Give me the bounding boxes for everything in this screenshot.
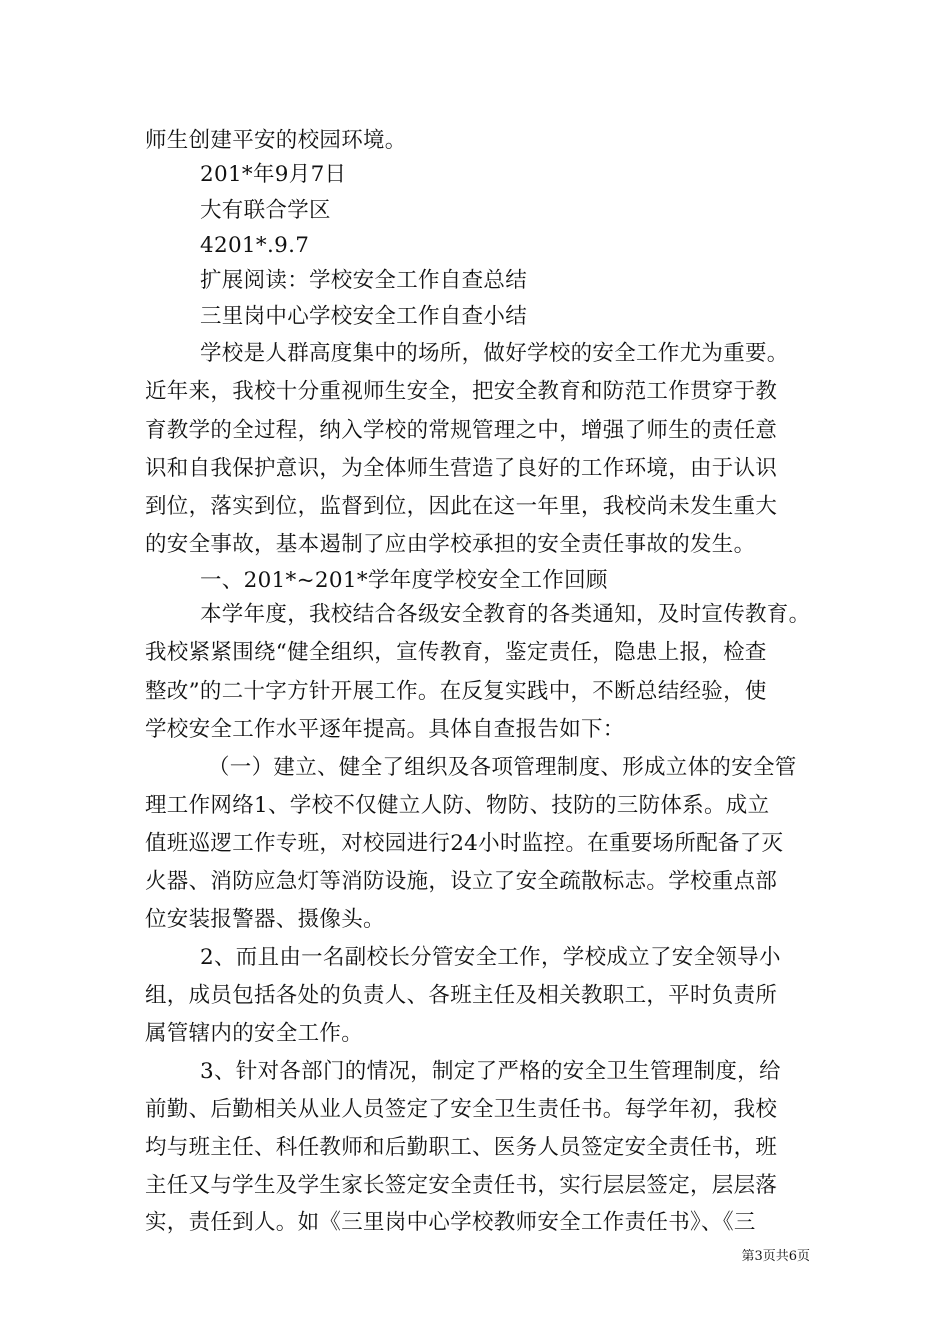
body-line: 理工作网络1、学校不仅健立人防、物防、技防的三防体系。成立: [145, 793, 770, 818]
body-line: 均与班主任、科任教师和后勤职工、医务人员签定安全责任书，班: [145, 1135, 778, 1160]
body-line: 前勤、后勤相关从业人员签定了安全卫生责任书。每学年初，我校: [145, 1097, 778, 1122]
page-number: 第3页共6页: [741, 1249, 810, 1264]
body-line: 识和自我保护意识，为全体师生营造了良好的工作环境，由于认识: [145, 456, 778, 481]
subsection-heading: （一）建立、健全了组织及各项管理制度、形成立体的安全管: [208, 755, 797, 780]
organization-line: 大有联合学区: [200, 198, 331, 223]
body-line: 学校安全工作水平逐年提高。具体自查报告如下：: [145, 717, 625, 742]
section-heading: 一、201*~201*学年度学校安全工作回顾: [200, 568, 608, 593]
extended-reading-line: 扩展阅读：学校安全工作自查总结: [200, 268, 528, 293]
section-title: 三里岗中心学校安全工作自查小结: [200, 304, 528, 329]
body-line: 组，成员包括各处的负责人、各班主任及相关教职工，平时负责所: [145, 983, 778, 1008]
date-line: 201*年9月7日: [200, 162, 347, 187]
body-line: 属管辖内的安全工作。: [145, 1021, 364, 1046]
body-line: 整改”的二十字方针开展工作。在反复实践中，不断总结经验，使: [145, 679, 767, 704]
body-line: 主任又与学生及学生家长签定安全责任书，实行层层签定，层层落: [145, 1173, 778, 1198]
body-line: 师生创建平安的校园环境。: [145, 128, 407, 153]
body-line: 3、针对各部门的情况，制定了严格的安全卫生管理制度，给: [200, 1059, 781, 1084]
body-line: 本学年度，我校结合各级安全教育的各类通知，及时宣传教育。: [200, 602, 811, 627]
body-line: 近年来，我校十分重视师生安全，把安全教育和防范工作贯穿于教: [145, 379, 778, 404]
body-line: 位安装报警器、摄像头。: [145, 907, 385, 932]
body-line: 到位，落实到位，监督到位，因此在这一年里，我校尚未发生重大: [145, 494, 778, 519]
body-line: 2、而且由一名副校长分管安全工作，学校成立了安全领导小: [200, 945, 781, 970]
body-line: 学校是人群高度集中的场所，做好学校的安全工作尤为重要。: [200, 341, 789, 366]
body-line: 我校紧紧围绕“健全组织，宣传教育，鉴定责任，隐患上报，检查: [145, 640, 767, 665]
body-line: 育教学的全过程，纳入学校的常规管理之中，增强了师生的责任意: [145, 418, 778, 443]
body-line: 的安全事故，基本遏制了应由学校承担的安全责任事故的发生。: [145, 532, 756, 557]
body-line: 火器、消防应急灯等消防设施，设立了安全疏散标志。学校重点部: [145, 869, 778, 894]
body-line: 值班巡逻工作专班，对校园进行24小时监控。在重要场所配备了灭: [145, 831, 784, 856]
body-line: 实，责任到人。如《三里岗中心学校教师安全工作责任书》、《三: [145, 1210, 756, 1235]
date-code-line: 4201*.9.7: [200, 233, 310, 258]
